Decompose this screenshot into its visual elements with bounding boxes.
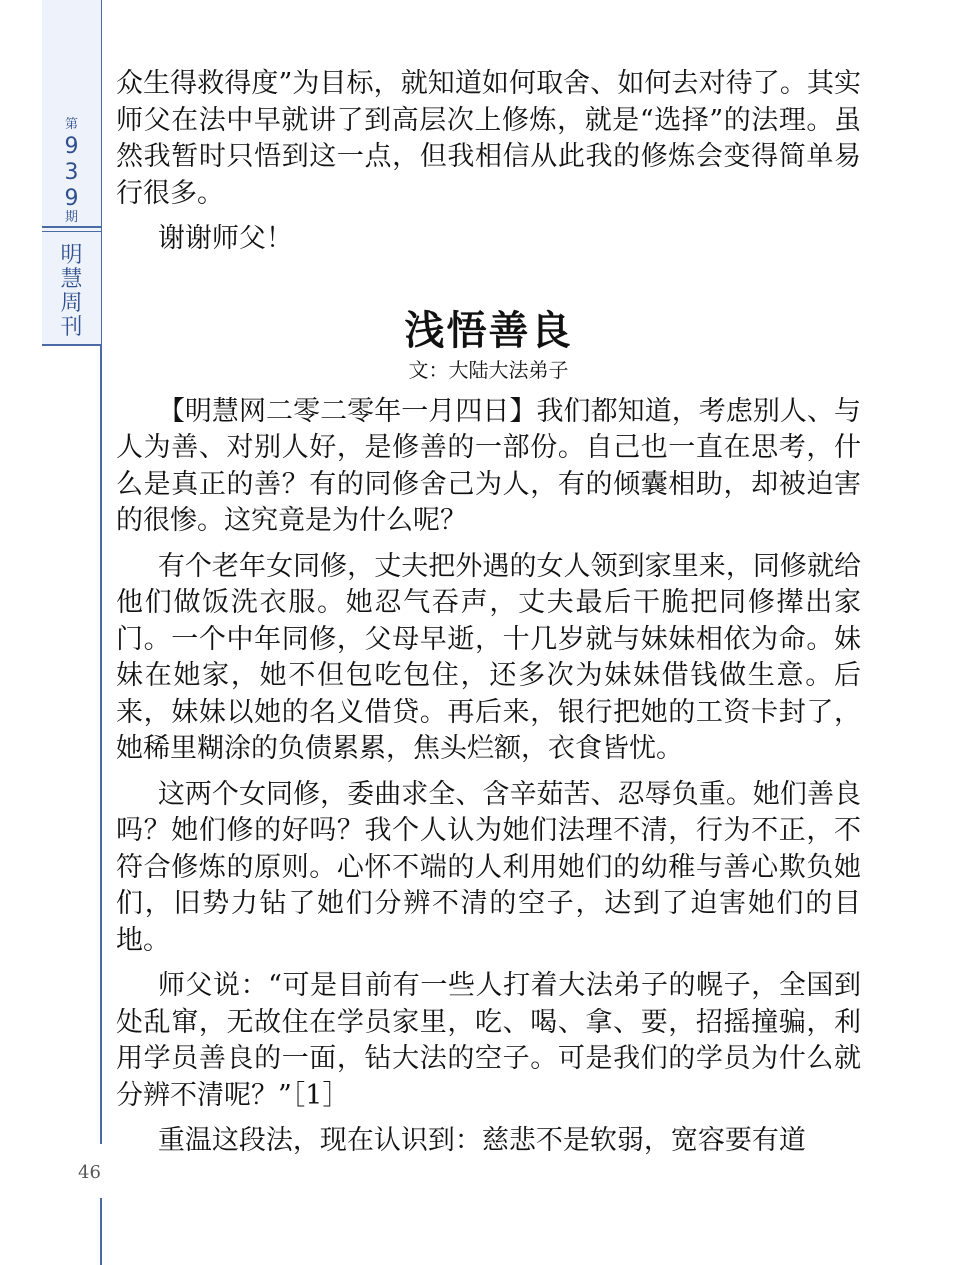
publication-char: 周 xyxy=(60,291,83,316)
issue-digit: 3 xyxy=(64,160,79,185)
sidebar-bottom-rule xyxy=(42,344,101,346)
margin-rule xyxy=(100,346,102,1144)
article-paragraph: 师父说：“可是目前有一些人打着大法弟子的幌子，全国到处乱窜，无故住在学员家里，吃、喝、拿、要，招摇撞骗，利用学员善良的一面，钻大法的空子。可是我们的学员为什么就分辨不清呢？”［1］ xyxy=(116,970,861,1111)
publication-char: 慧 xyxy=(60,267,83,292)
article-paragraph: 重温这段法，现在认识到：慈悲不是软弱，宽容要有道 xyxy=(157,1125,806,1156)
previous-article-thanks: 谢谢师父！ xyxy=(157,223,293,254)
issue-suffix: 期 xyxy=(64,210,78,225)
article-paragraph: 有个老年女同修，丈夫把外遇的女人领到家里来，同修就给他们做饭洗衣服。她忍气吞声，丈夫最后干脆把同修撵出家门。一个中年同修，父母早逝，十几岁就与妹妹相依为命。妹妹在她家，她不但包吃包住，还多次为妹妹借钱做生意。后来，妹妹以她的名义借贷。再后来，银行把她的工资卡封了，她稀里糊涂的负债累累，焦头烂额，衣食皆忧。 xyxy=(116,550,861,764)
article-byline: 文：大陆大法弟子 xyxy=(408,357,569,382)
article-paragraph: 这两个女同修，委曲求全、含辛茹苦、忍辱负重。她们善良吗？她们修的好吗？我个人认为她们法理不清，行为不正，不符合修炼的原则。心怀不端的人利用她们的幼稚与善心欺负她们，旧势力钻了她们分辨不清的空子，达到了迫害她们的目地。 xyxy=(116,778,861,956)
issue-digit: 9 xyxy=(64,134,79,159)
page-number: 46 xyxy=(78,1162,101,1183)
previous-article-paragraph: 众生得救得度”为目标，就知道如何取舍、如何去对待了。其实师父在法中早就讲了到高层次上修炼，就是“选择”的法理。虽然我暂时只悟到这一点，但我相信从此我的修炼会变得简单易行很多。 xyxy=(116,68,861,209)
article-paragraph: 【明慧网二零二零年一月四日】我们都知道，考虑别人、与人为善、对别人好，是修善的一部份。自己也一直在思考，什么是真正的善？有的同修舍己为人，有的倾囊相助，却被迫害的很惨。这究竟是为什么呢？ xyxy=(116,395,861,536)
publication-char: 明 xyxy=(60,243,83,268)
sidebar-divider xyxy=(42,231,101,232)
publication-name xyxy=(42,244,101,340)
issue-digit: 9 xyxy=(64,186,79,211)
publication-char: 刊 xyxy=(60,315,83,340)
article-title: 浅悟善良 xyxy=(404,306,573,354)
page-content xyxy=(116,66,861,1160)
sidebar-divider xyxy=(42,226,101,228)
issue-prefix: 第 xyxy=(64,117,78,132)
margin-rule xyxy=(100,1198,102,1265)
